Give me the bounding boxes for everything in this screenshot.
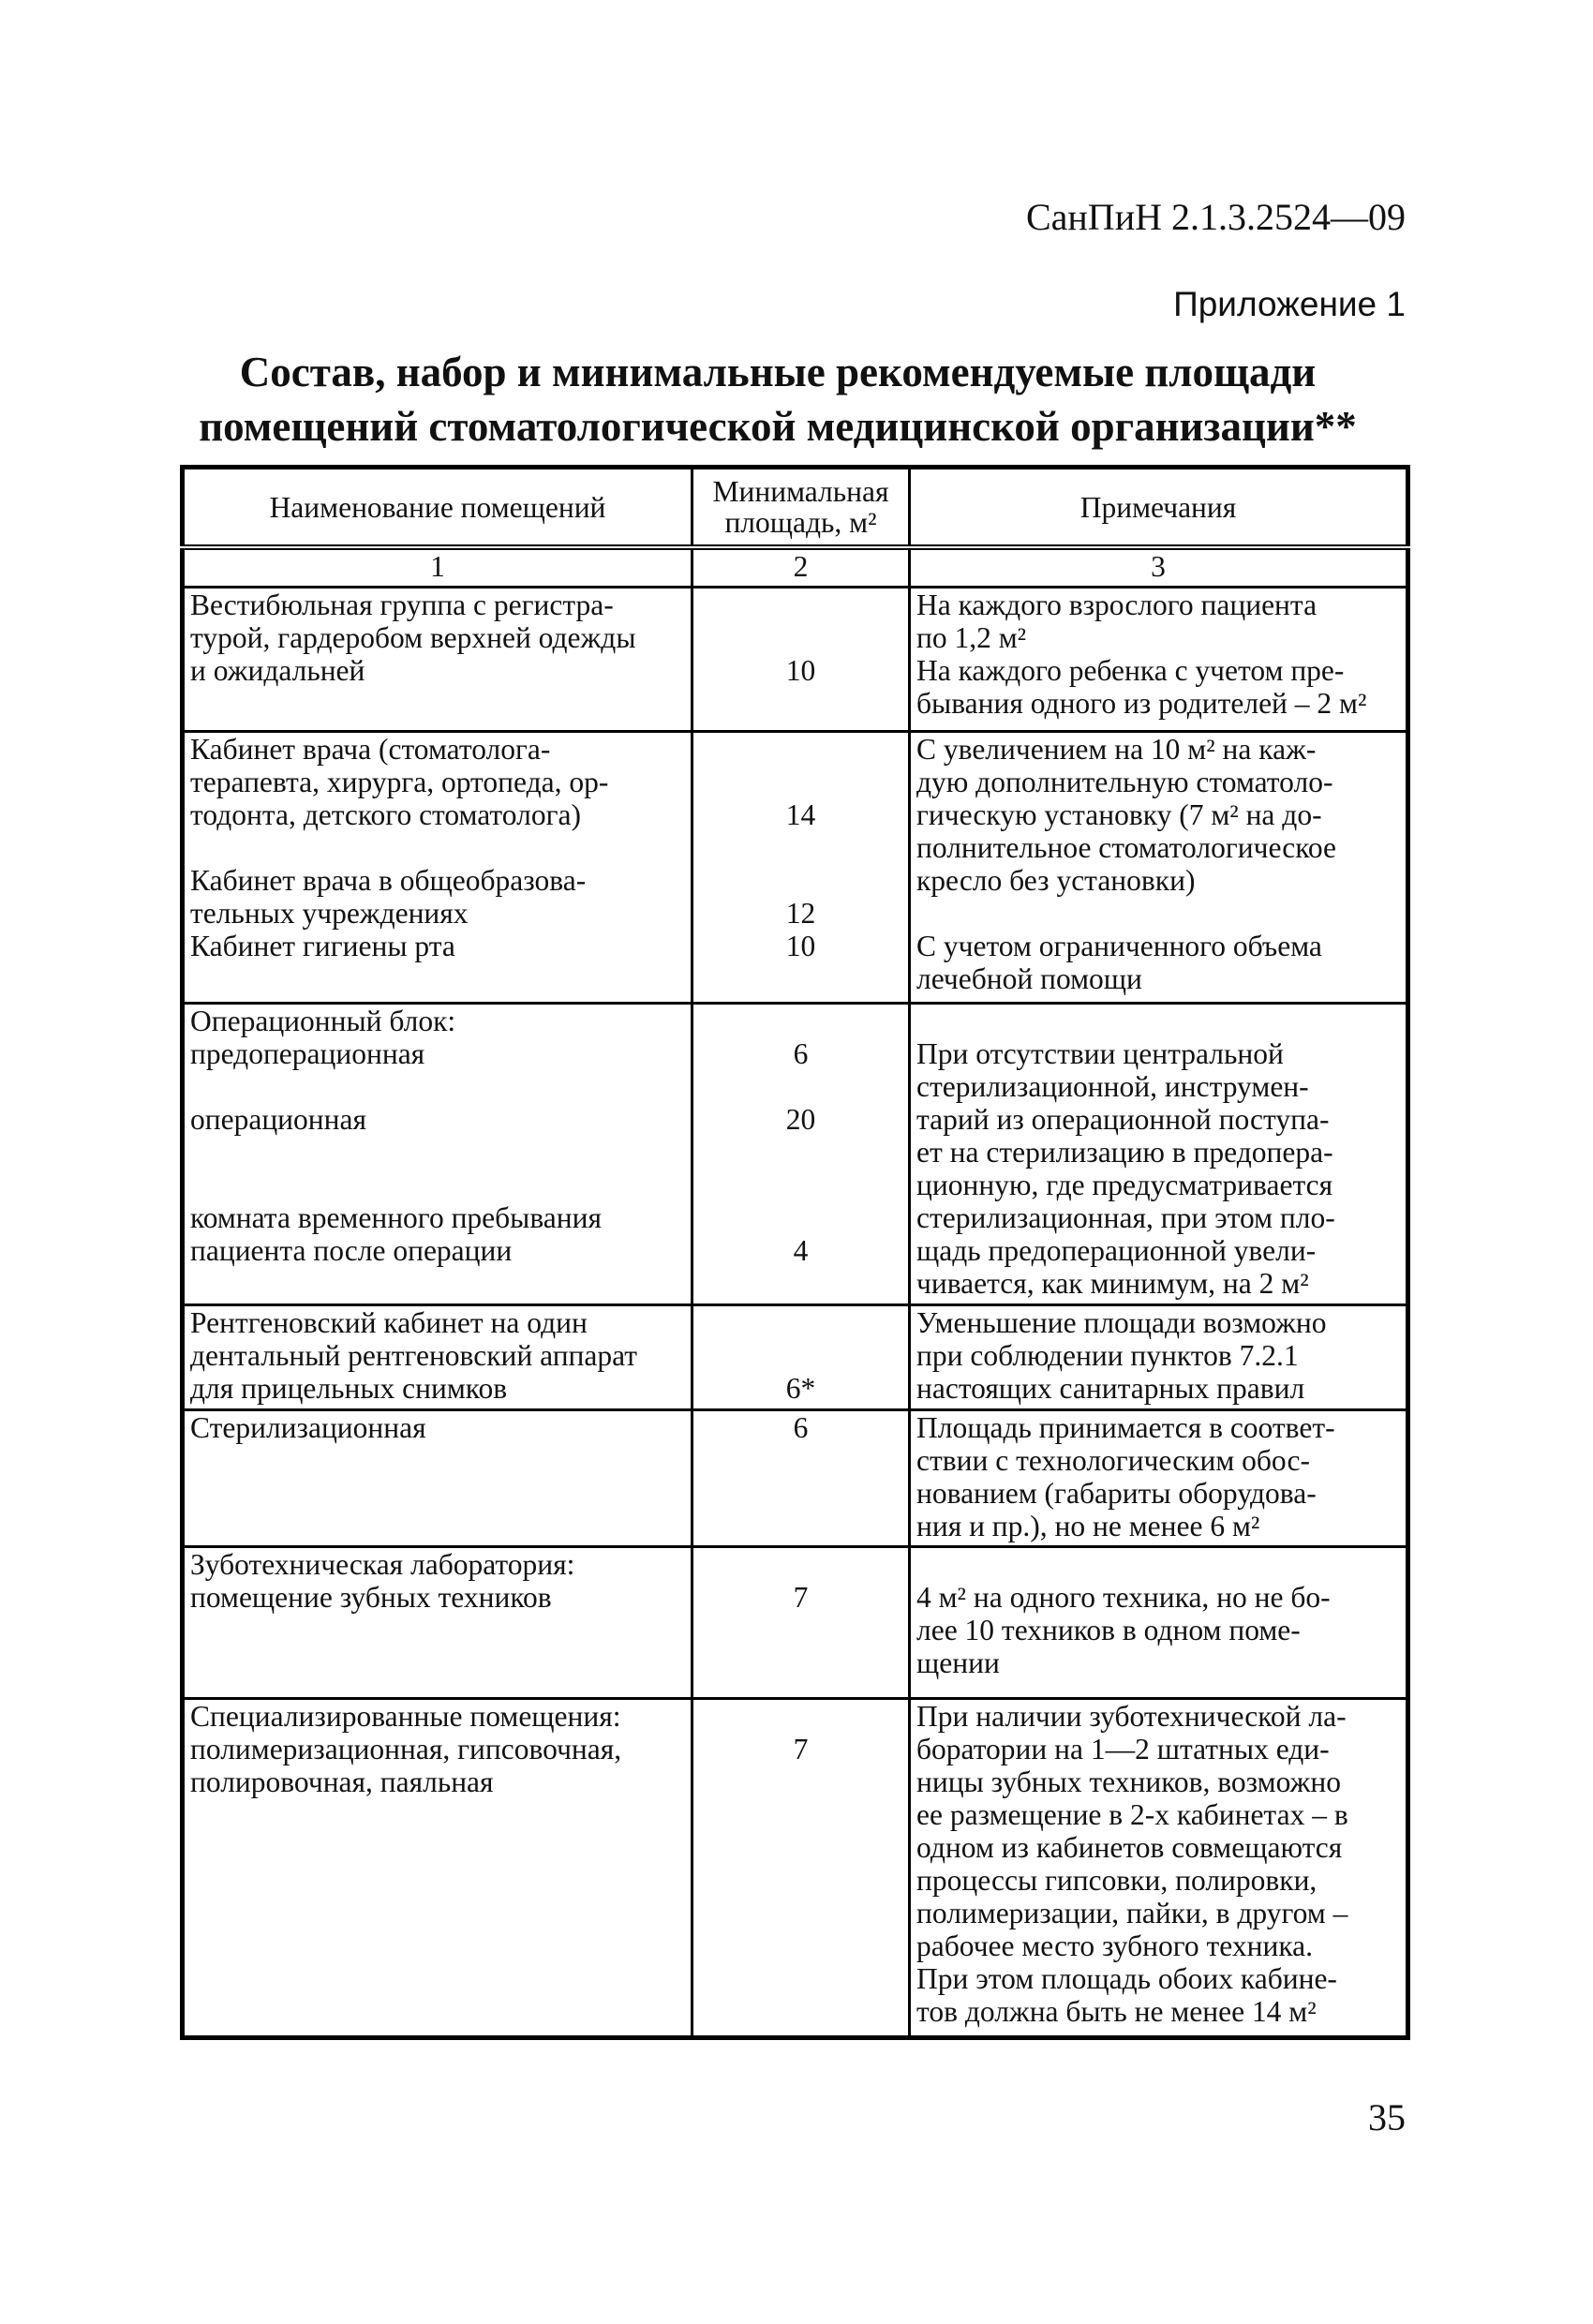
text-line: лечебной помощи xyxy=(916,962,1142,995)
area-value: 6* xyxy=(785,1372,816,1405)
area-value: 10 xyxy=(785,930,816,962)
area-cell xyxy=(692,1410,910,1547)
notes-cell xyxy=(910,732,1408,1004)
text-line: гическую установку (7 м² на до- xyxy=(916,798,1322,831)
table-row xyxy=(183,1004,1408,1305)
page-number: 35 xyxy=(1368,2096,1406,2138)
room-name-cell xyxy=(183,1410,692,1547)
header-min-area xyxy=(692,468,910,548)
notes-cell xyxy=(910,1305,1408,1410)
text-line: помещение зубных техников xyxy=(190,1581,552,1614)
text-line: При этом площадь обоих кабине- xyxy=(916,1962,1337,1995)
area-value: 10 xyxy=(785,654,816,687)
text-line: ния и пр.), но не менее 6 м² xyxy=(916,1510,1260,1542)
table-header-row xyxy=(183,468,1408,548)
area-value: 4 xyxy=(793,1234,809,1267)
area-value: 7 xyxy=(793,1733,809,1765)
text-line: полировочная, паяльная xyxy=(190,1765,494,1798)
rooms-table xyxy=(180,465,1410,2040)
text-line: Стерилизационная xyxy=(190,1411,426,1444)
text-line: 4 м² на одного техника, но не бо- xyxy=(916,1581,1331,1614)
room-name-cell xyxy=(183,588,692,732)
text-line: На каждого взрослого пациента xyxy=(916,588,1318,621)
text-line: лее 10 техников в одном поме- xyxy=(916,1614,1301,1646)
room-name-cell xyxy=(183,1305,692,1410)
area-value: 6 xyxy=(793,1037,809,1070)
notes-cell xyxy=(910,1410,1408,1547)
text-line: тарий из операционной поступа- xyxy=(916,1103,1330,1136)
text-line: Рентгеновский кабинет на один xyxy=(190,1306,588,1339)
table-row xyxy=(183,1547,1408,1699)
text-line: Операционный блок: xyxy=(190,1005,456,1037)
area-value: 6 xyxy=(793,1411,809,1444)
appendix-label: Приложение 1 xyxy=(1173,285,1406,323)
text-line: полимеризации, пайки, в другом – xyxy=(916,1897,1348,1929)
text-line: рабочее место зубного техника. xyxy=(916,1929,1314,1962)
text-line: щении xyxy=(916,1646,1000,1679)
area-value: 12 xyxy=(785,897,816,930)
text-line: по 1,2 м² xyxy=(916,621,1027,654)
text-line: тельных учреждениях xyxy=(190,897,469,930)
text-line: чивается, как минимум, на 2 м² xyxy=(916,1267,1309,1300)
text-line: Уменьшение площади возможно xyxy=(916,1306,1327,1339)
title-line: помещений стоматологической медицинской организации** xyxy=(199,403,1357,450)
text-line: и ожидальней xyxy=(190,654,365,687)
document-code: СанПиН 2.1.3.2524—09 xyxy=(1025,196,1406,238)
room-name-cell xyxy=(183,1547,692,1699)
table-row xyxy=(183,732,1408,1004)
notes-cell xyxy=(910,1547,1408,1699)
table-row xyxy=(183,1410,1408,1547)
notes-cell xyxy=(910,588,1408,732)
area-cell xyxy=(692,588,910,732)
text-line: дентальный рентгеновский аппарат xyxy=(190,1339,638,1372)
area-cell xyxy=(692,1004,910,1305)
text-line: Кабинет врача (стоматолога- xyxy=(190,733,551,766)
text-line: операционная xyxy=(190,1103,366,1136)
text-line: Специализированные помещения: xyxy=(190,1700,621,1733)
text-line: При отсутствии центральной xyxy=(916,1037,1284,1070)
text-line: полнительное стоматологическое xyxy=(916,831,1337,864)
text-line: для прицельных снимков xyxy=(190,1372,508,1405)
text-line: щадь предоперационной увели- xyxy=(916,1234,1317,1267)
text-line: ее размещение в 2-х кабинетах – в xyxy=(916,1798,1348,1831)
header-notes: Примечания xyxy=(910,468,1408,548)
area-cell xyxy=(692,732,910,1004)
page-title xyxy=(150,345,1406,454)
text-line: настоящих санитарных правил xyxy=(916,1372,1305,1405)
column-number: 2 xyxy=(692,547,910,588)
text-line: тов должна быть не менее 14 м² xyxy=(916,1995,1317,2028)
header-area-line: Минимальная xyxy=(712,475,889,508)
text-line: комната временного пребывания xyxy=(190,1201,602,1234)
text-line: Кабинет врача в общеобразова- xyxy=(190,864,587,897)
text-line: На каждого ребенка с учетом пре- xyxy=(916,654,1345,687)
text-line: стерилизационной, инструмен- xyxy=(916,1070,1309,1103)
table-row xyxy=(183,1305,1408,1410)
rooms-table-wrapper xyxy=(180,465,1406,2040)
table-row xyxy=(183,1699,1408,2038)
text-line: нованием (габариты оборудова- xyxy=(916,1477,1317,1510)
text-line: ницы зубных техников, возможно xyxy=(916,1765,1341,1798)
text-line: тодонта, детского стоматолога) xyxy=(190,798,581,831)
text-line: Кабинет гигиены рта xyxy=(190,930,455,962)
text-line: Вестибюльная группа с регистра- xyxy=(190,588,614,621)
column-number: 3 xyxy=(910,547,1408,588)
area-cell xyxy=(692,1305,910,1410)
text-line: предоперационная xyxy=(190,1037,425,1070)
title-line: Состав, набор и минимальные рекомендуемые площади xyxy=(239,349,1317,395)
text-line: дую дополнительную стоматоло- xyxy=(916,766,1333,798)
text-line: С увеличением на 10 м² на каж- xyxy=(916,733,1317,766)
header-area-line: площадь, м² xyxy=(724,506,877,539)
text-line: ствии с технологическим обос- xyxy=(916,1444,1310,1477)
column-number: 1 xyxy=(183,547,692,588)
text-line: ет на стерилизацию в предопера- xyxy=(916,1136,1333,1169)
area-value: 20 xyxy=(785,1103,816,1136)
text-line: турой, гардеробом верхней одежды xyxy=(190,621,636,654)
text-line: бывания одного из родителей – 2 м² xyxy=(916,687,1367,720)
area-value: 14 xyxy=(785,798,816,831)
room-name-cell xyxy=(183,732,692,1004)
column-number-row xyxy=(183,547,1408,588)
area-cell xyxy=(692,1699,910,2038)
room-name-cell xyxy=(183,1699,692,2038)
header-room-name: Наименование помещений xyxy=(183,468,692,548)
room-name-cell xyxy=(183,1004,692,1305)
text-line: Зуботехническая лаборатория: xyxy=(190,1548,575,1581)
text-line: Площадь принимается в соответ- xyxy=(916,1411,1335,1444)
text-line: одном из кабинетов совмещаются xyxy=(916,1831,1343,1864)
text-line: при соблюдении пунктов 7.2.1 xyxy=(916,1339,1299,1372)
text-line: пациента после операции xyxy=(190,1234,513,1267)
text-line: При наличии зуботехнической ла- xyxy=(916,1700,1347,1733)
text-line: терапевта, хирурга, ортопеда, ор- xyxy=(190,766,609,798)
area-cell xyxy=(692,1547,910,1699)
text-line: кресло без установки) xyxy=(916,864,1196,897)
text-line: полимеризационная, гипсовочная, xyxy=(190,1733,622,1765)
text-line: боратории на 1—2 штатных еди- xyxy=(916,1733,1330,1765)
table-row xyxy=(183,588,1408,732)
area-value: 7 xyxy=(793,1581,809,1614)
notes-cell xyxy=(910,1004,1408,1305)
text-line: С учетом ограниченного объема xyxy=(916,930,1322,962)
text-line: ционную, где предусматривается xyxy=(916,1169,1333,1201)
text-line: процессы гипсовки, полировки, xyxy=(916,1864,1318,1897)
notes-cell xyxy=(910,1699,1408,2038)
text-line: стерилизационная, при этом пло- xyxy=(916,1201,1335,1234)
